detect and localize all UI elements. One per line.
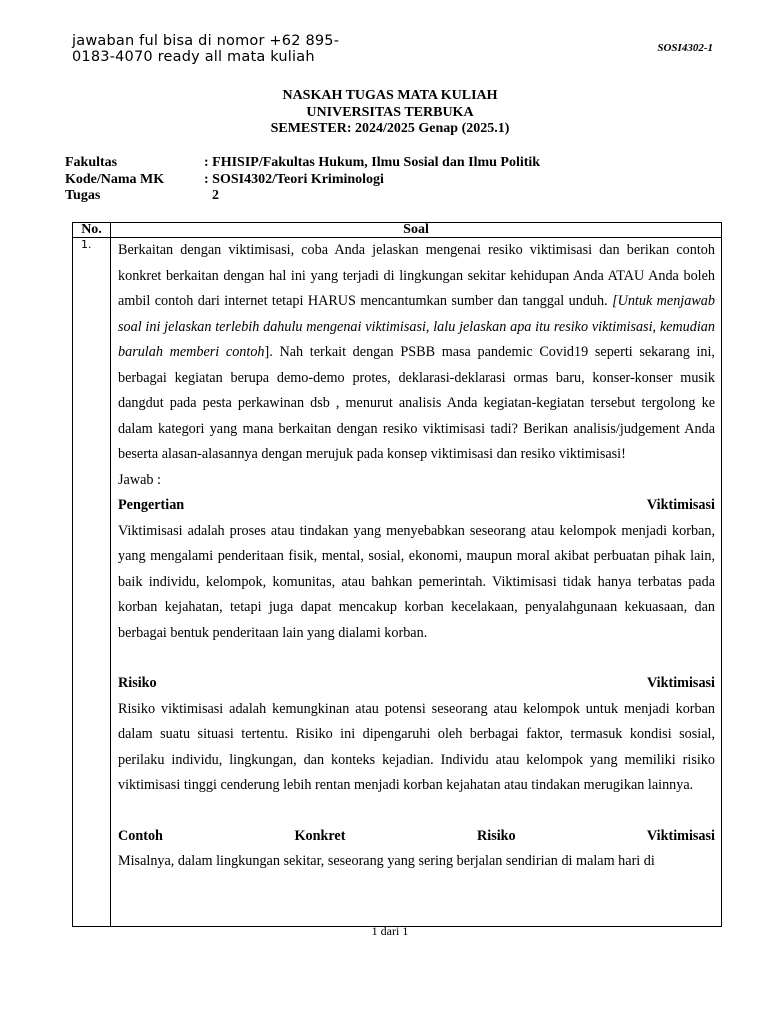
table-header-row — [73, 223, 722, 238]
question-italic: [Untuk menjawab soal ini jelaskan terlebih dahulu mengenai viktimisasi, lalu jelaskan apa itu resiko viktimisasi, kemudian barulah memberi contoh — [118, 293, 715, 360]
kode-label: Kode/Nama MK — [65, 171, 165, 187]
meta-row-tugas — [65, 188, 540, 205]
column-header-no: No. — [73, 223, 111, 238]
column-header-soal: Soal — [111, 223, 722, 238]
title-line-3: SEMESTER: 2024/2025 Genap (2025.1) — [270, 121, 510, 136]
paragraph-spacer — [118, 799, 715, 824]
question-content — [118, 238, 715, 875]
document-code: SOSI4302-1 — [657, 42, 713, 54]
question-part-2: ]. Nah terkait dengan PSBB masa pandemic Covid19 seperti sekarang ini, berbagai kegiatan berupa demo-demo protes, deklarasi-deklarasi ormas baru, konser-konser musik dangdut pada pesta perkawinan dsb , menurut analisis Anda kegiatan-kegiatan tersebut tergolong ke dalam kategori yang mana berkaitan dengan resiko viktimisasi tadi? Berikan analisis/judgement Anda beserta alasan-alasannya dengan merujuk pada konsep viktimisasi dan resiko viktimisasi! — [118, 344, 715, 462]
header-note: jawaban ful bisa di nomor +62 895-0183-4070 ready all mata kuliah — [72, 33, 340, 65]
tugas-value: 2 — [212, 188, 219, 203]
course-meta — [65, 155, 540, 205]
kode-value: : SOSI4302/Teori Kriminologi — [204, 171, 384, 187]
fakultas-value: : FHISIP/Fakultas Hukum, Ilmu Sosial dan Ilmu Politik — [204, 155, 541, 170]
heading-pengertian: Pengertian Viktimisasi — [118, 497, 715, 513]
title-line-1: NASKAH TUGAS MATA KULIAH — [282, 88, 498, 103]
heading-risiko: Risiko Viktimisasi — [118, 675, 715, 691]
heading-contoh: Contoh Konkret Risiko Viktimisasi — [118, 827, 715, 844]
question-table — [72, 222, 722, 927]
question-part-1: Berkaitan dengan viktimisasi, coba Anda jelaskan mengenai resiko viktimisasi dan berikan contoh konkret berkaitan dengan hal ini yang terjadi di lingkungan sekitar kehidupan Anda ATAU Anda boleh ambil contoh dari internet tetapi HARUS mencantumkan sumber dan tanggal unduh. — [118, 242, 715, 309]
document-title — [0, 88, 768, 138]
paragraph-pengertian: Viktimisasi adalah proses atau tindakan yang menyebabkan seseorang atau kelompok menjadi korban, yang mengalami penderitaan fisik, mental, sosial, ekonomi, maupun moral akibat perbuatan pihak lain, baik individu, kelompok, komunitas, atau bahkan pemerintah. Viktimisasi tidak hanya terbatas pada korban kejahatan, tetapi juga dapat mencakup korban kecelakaan, penyalahgunaan kekuasaan, dan berbagai bentuk penderitaan lain yang dialami korban. — [118, 522, 715, 641]
meta-row-fakultas — [65, 155, 540, 172]
question-cell — [111, 238, 722, 927]
fakultas-label: Fakultas — [65, 155, 118, 170]
paragraph-risiko: Risiko viktimisasi adalah kemungkinan atau potensi seseorang atau kelompok untuk menjadi korban dalam suatu situasi tertentu. Risiko ini dipengaruhi oleh berbagai faktor, termasuk kondisi sosial, perilaku individu, lingkungan, dan konteks kejadian. Individu atau kelompok yang memiliki risiko viktimisasi tinggi cenderung lebih rentan menjadi korban kejahatan atau tindakan merugikan lainnya. — [118, 700, 715, 793]
meta-row-kode — [65, 172, 540, 189]
question-text — [118, 238, 715, 468]
row-number: 1. — [73, 238, 111, 927]
page-number: 1 dari 1 — [371, 924, 409, 938]
tugas-label: Tugas — [65, 188, 101, 203]
paragraph-contoh: Misalnya, dalam lingkungan sekitar, seseorang yang sering berjalan sendirian di malam hari di — [118, 853, 655, 869]
paragraph-spacer — [118, 646, 715, 671]
title-line-2: UNIVERSITAS TERBUKA — [306, 104, 474, 120]
table-row — [73, 238, 722, 927]
answer-label: Jawab : — [118, 471, 161, 488]
